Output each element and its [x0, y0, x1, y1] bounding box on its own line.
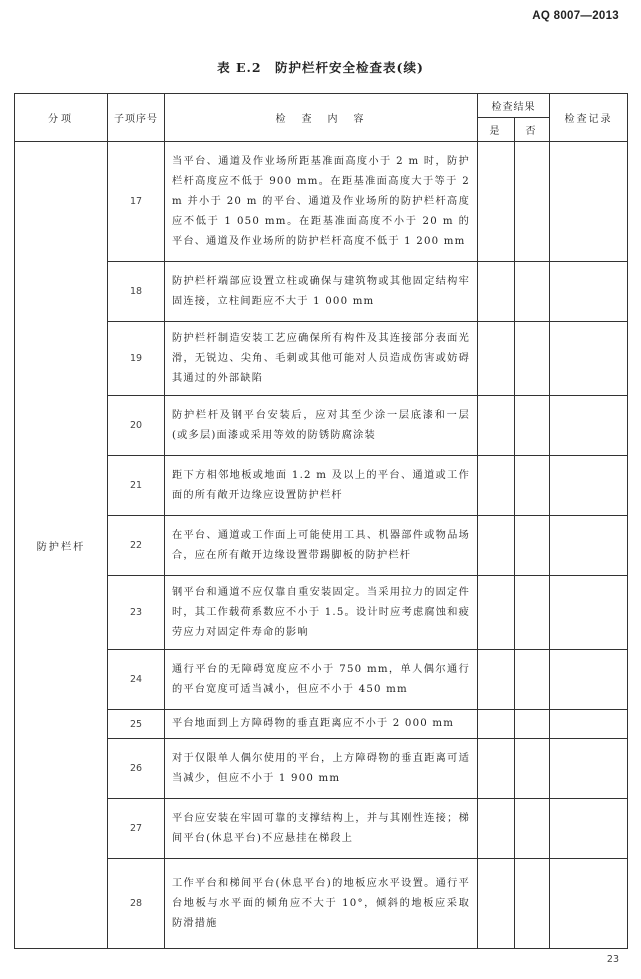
- record-cell[interactable]: [550, 799, 628, 859]
- record-cell[interactable]: [550, 650, 628, 710]
- result-no-cell[interactable]: [515, 739, 550, 799]
- table-row: [15, 142, 628, 262]
- result-no-cell[interactable]: [515, 142, 550, 262]
- record-cell[interactable]: [550, 576, 628, 650]
- result-no-cell[interactable]: [515, 650, 550, 710]
- record-cell[interactable]: [550, 859, 628, 949]
- item-number: 23: [108, 576, 165, 650]
- item-content: 平台应安装在牢固可靠的支撑结构上，并与其刚性连接；梯间平台(休息平台)不应悬挂在梯段上: [165, 799, 478, 859]
- result-no-cell[interactable]: [515, 262, 550, 322]
- item-content: 当平台、通道及作业场所距基准面高度小于 2 m 时，防护栏杆高度应不低于 900 mm。在距基准面高度大于等于 2 m 并小于 20 m 的平台、通道及作业场所的防护栏杆高度应不低于 1 050 mm。在距基准面高度不小于 20 m 的平台、通道及作业场所的防护栏杆高度不低于 1 200 mm: [165, 142, 478, 262]
- item-number: 21: [108, 456, 165, 516]
- item-content: 在平台、通道或工作面上可能使用工具、机器部件或物品场合，应在所有敞开边缘设置带踢脚板的防护栏杆: [165, 516, 478, 576]
- result-yes-cell[interactable]: [478, 456, 515, 516]
- record-cell[interactable]: [550, 739, 628, 799]
- item-content: 工作平台和梯间平台(休息平台)的地板应水平设置。通行平台地板与水平面的倾角应不大于 10°，倾斜的地板应采取防滑措施: [165, 859, 478, 949]
- header-content: 检 查 内 容: [165, 94, 478, 142]
- item-number: 26: [108, 739, 165, 799]
- result-no-cell[interactable]: [515, 710, 550, 739]
- item-number: 24: [108, 650, 165, 710]
- item-number: 18: [108, 262, 165, 322]
- item-content: 防护栏杆端部应设置立柱或确保与建筑物或其他固定结构牢固连接，立柱间距应不大于 1 000 mm: [165, 262, 478, 322]
- item-content: 距下方相邻地板或地面 1.2 m 及以上的平台、通道或工作面的所有敞开边缘应设置防护栏杆: [165, 456, 478, 516]
- result-yes-cell[interactable]: [478, 516, 515, 576]
- result-no-cell[interactable]: [515, 456, 550, 516]
- header-record: 检查记录: [550, 94, 628, 142]
- item-content: 防护栏杆制造安装工艺应确保所有构件及其连接部分表面光滑，无锐边、尖角、毛刺或其他可能对人员造成伤害或妨碍其通过的外部缺陷: [165, 322, 478, 396]
- result-no-cell[interactable]: [515, 322, 550, 396]
- result-yes-cell[interactable]: [478, 650, 515, 710]
- record-cell[interactable]: [550, 516, 628, 576]
- item-number: 22: [108, 516, 165, 576]
- item-content: 钢平台和通道不应仅靠自重安装固定。当采用拉力的固定件时，其工作载荷系数应不小于 1.5。设计时应考虑腐蚀和疲劳应力对固定件寿命的影响: [165, 576, 478, 650]
- result-yes-cell[interactable]: [478, 576, 515, 650]
- item-number: 28: [108, 859, 165, 949]
- header-no: 否: [515, 118, 550, 142]
- inspection-table: [14, 93, 628, 949]
- item-number: 17: [108, 142, 165, 262]
- result-no-cell[interactable]: [515, 576, 550, 650]
- result-yes-cell[interactable]: [478, 262, 515, 322]
- result-no-cell[interactable]: [515, 799, 550, 859]
- record-cell[interactable]: [550, 456, 628, 516]
- item-content: 对于仅限单人偶尔使用的平台，上方障碍物的垂直距离可适当减少，但应不小于 1 900 mm: [165, 739, 478, 799]
- record-cell[interactable]: [550, 710, 628, 739]
- item-number: 27: [108, 799, 165, 859]
- table-title: 表 E.2 防护栏杆安全检查表(续): [217, 60, 424, 75]
- record-cell[interactable]: [550, 262, 628, 322]
- item-number: 25: [108, 710, 165, 739]
- result-yes-cell[interactable]: [478, 396, 515, 456]
- header-category: 分项: [15, 94, 108, 142]
- standard-code: AQ 8007—2013: [532, 10, 619, 22]
- item-content: 防护栏杆及钢平台安装后，应对其至少涂一层底漆和一层(或多层)面漆或采用等效的防锈防腐涂装: [165, 396, 478, 456]
- header-result: 检查结果: [478, 94, 550, 118]
- record-cell[interactable]: [550, 396, 628, 456]
- result-yes-cell[interactable]: [478, 739, 515, 799]
- item-number: 19: [108, 322, 165, 396]
- page-number: 23: [606, 954, 619, 965]
- result-yes-cell[interactable]: [478, 859, 515, 949]
- header-yes: 是: [478, 118, 515, 142]
- item-content: 平台地面到上方障碍物的垂直距离应不小于 2 000 mm: [165, 710, 478, 739]
- category-cell: 防护栏杆: [15, 142, 108, 949]
- header-item-no: 子项序号: [108, 94, 165, 142]
- record-cell[interactable]: [550, 322, 628, 396]
- result-yes-cell[interactable]: [478, 710, 515, 739]
- item-content: 通行平台的无障碍宽度应不小于 750 mm，单人偶尔通行的平台宽度可适当减小，但应不小于 450 mm: [165, 650, 478, 710]
- result-yes-cell[interactable]: [478, 799, 515, 859]
- result-yes-cell[interactable]: [478, 142, 515, 262]
- result-no-cell[interactable]: [515, 396, 550, 456]
- result-no-cell[interactable]: [515, 516, 550, 576]
- result-yes-cell[interactable]: [478, 322, 515, 396]
- result-no-cell[interactable]: [515, 859, 550, 949]
- item-number: 20: [108, 396, 165, 456]
- record-cell[interactable]: [550, 142, 628, 262]
